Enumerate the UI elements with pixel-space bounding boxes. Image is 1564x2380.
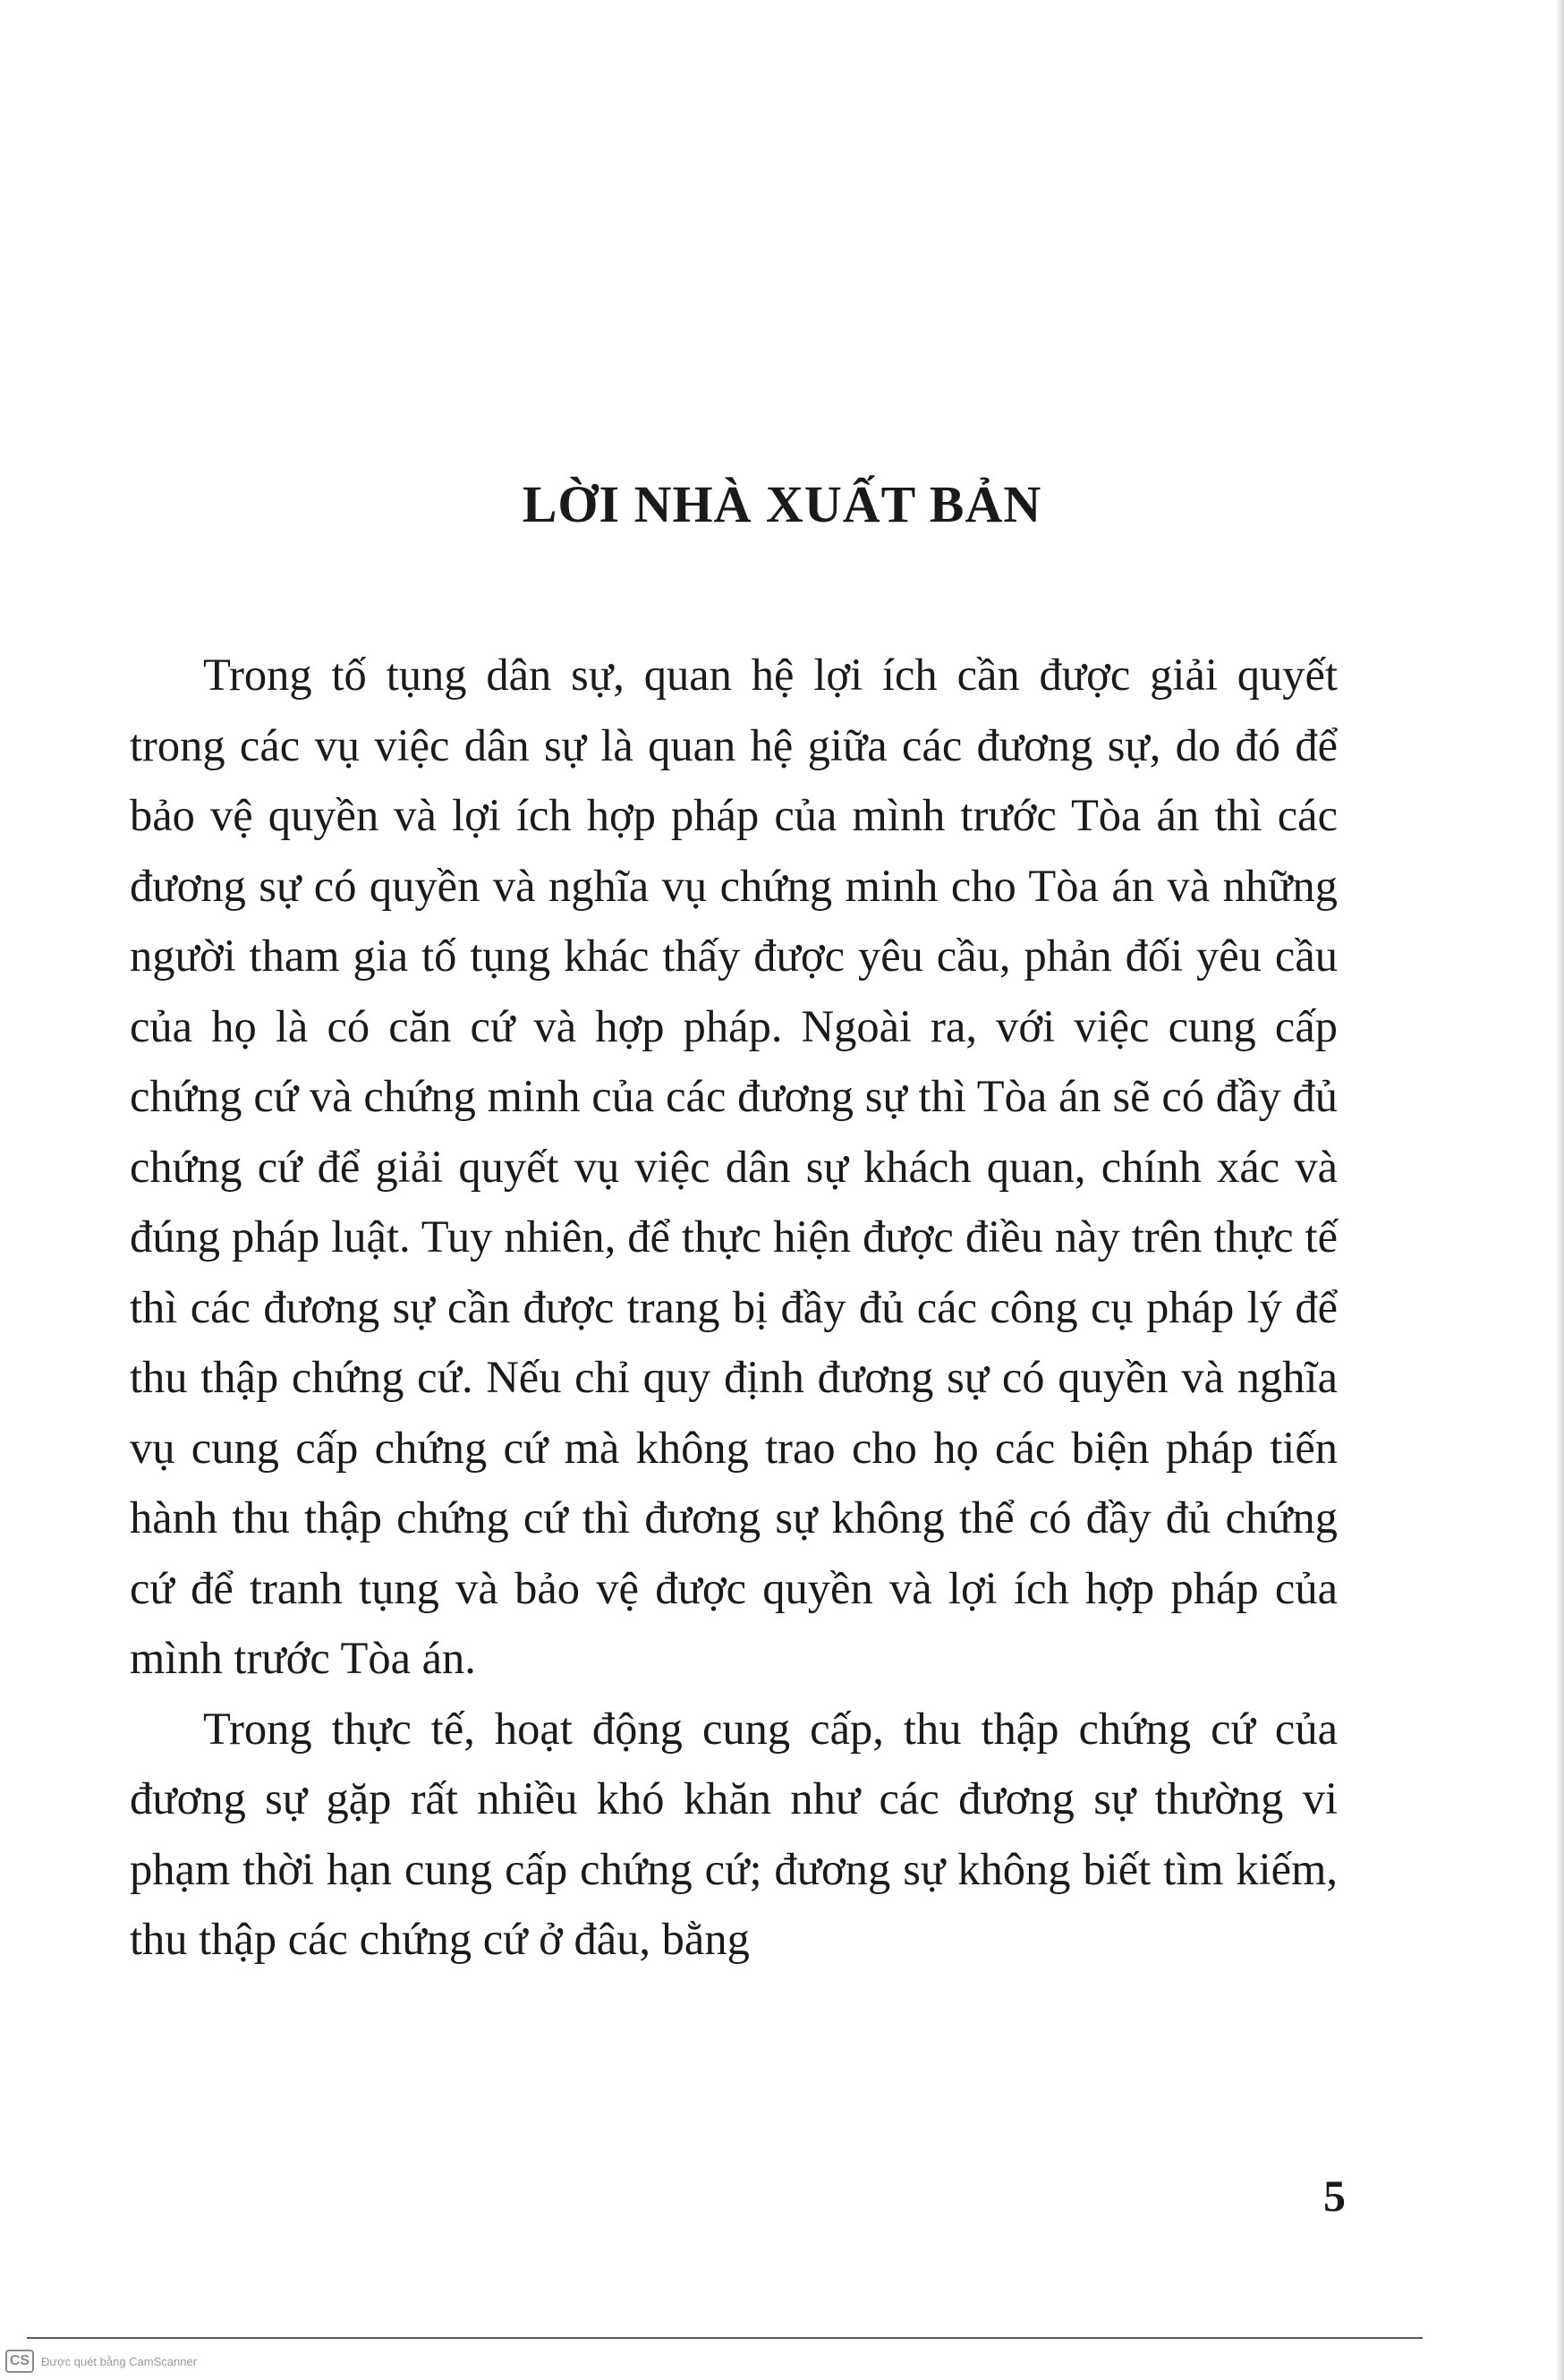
page-number: 5 [1323,2171,1346,2221]
scanner-watermark [5,2348,197,2375]
page-edge-shadow [1555,0,1564,2380]
page-title: LỜI NHÀ XUẤT BẢN [522,475,1042,533]
paragraph-2: Trong thực tế, hoạt động cung cấp, thu thập chứng cứ của đương sự gặp rất nhiều khó khăn như các đương sự thường vi phạm thời hạn cung cấp chứng cứ; đương sự không biết tìm kiếm, thu thập các chứng cứ ở đâu, bằng [130,1703,1338,1964]
paragraph-1: Trong tố tụng dân sự, quan hệ lợi ích cần được giải quyết trong các vụ việc dân sự là quan hệ giữa các đương sự, do đó để bảo vệ quyền và lợi ích hợp pháp của mình trước Tòa án thì các đương sự có quyền và nghĩa vụ chứng minh cho Tòa án và những người tham gia tố tụng khác thấy được yêu cầu, phản đối yêu cầu của họ là có căn cứ và hợp pháp. Ngoài ra, với việc cung cấp chứng cứ và chứng minh của các đương sự thì Tòa án sẽ có đầy đủ chứng cứ để giải quyết vụ việc dân sự khách quan, chính xác và đúng pháp luật. Tuy nhiên, để thực hiện được điều này trên thực tế thì các đương sự cần được trang bị đầy đủ các công cụ pháp lý để thu thập chứng cứ. Nếu chỉ quy định đương sự có quyền và nghĩa vụ cung cấp chứng cứ mà không trao cho họ các biện pháp tiến hành thu thập chứng cứ thì đương sự không thể có đầy đủ chứng cứ để tranh tụng và bảo vệ được quyền và lợi ích hợp pháp của mình trước Tòa án. [130,650,1338,1683]
bottom-rule [27,2337,1423,2339]
scanner-label: Được quét bằng CamScanner [41,2354,198,2368]
body-text [130,640,1338,1975]
camscanner-logo-icon: CS [5,2350,34,2373]
